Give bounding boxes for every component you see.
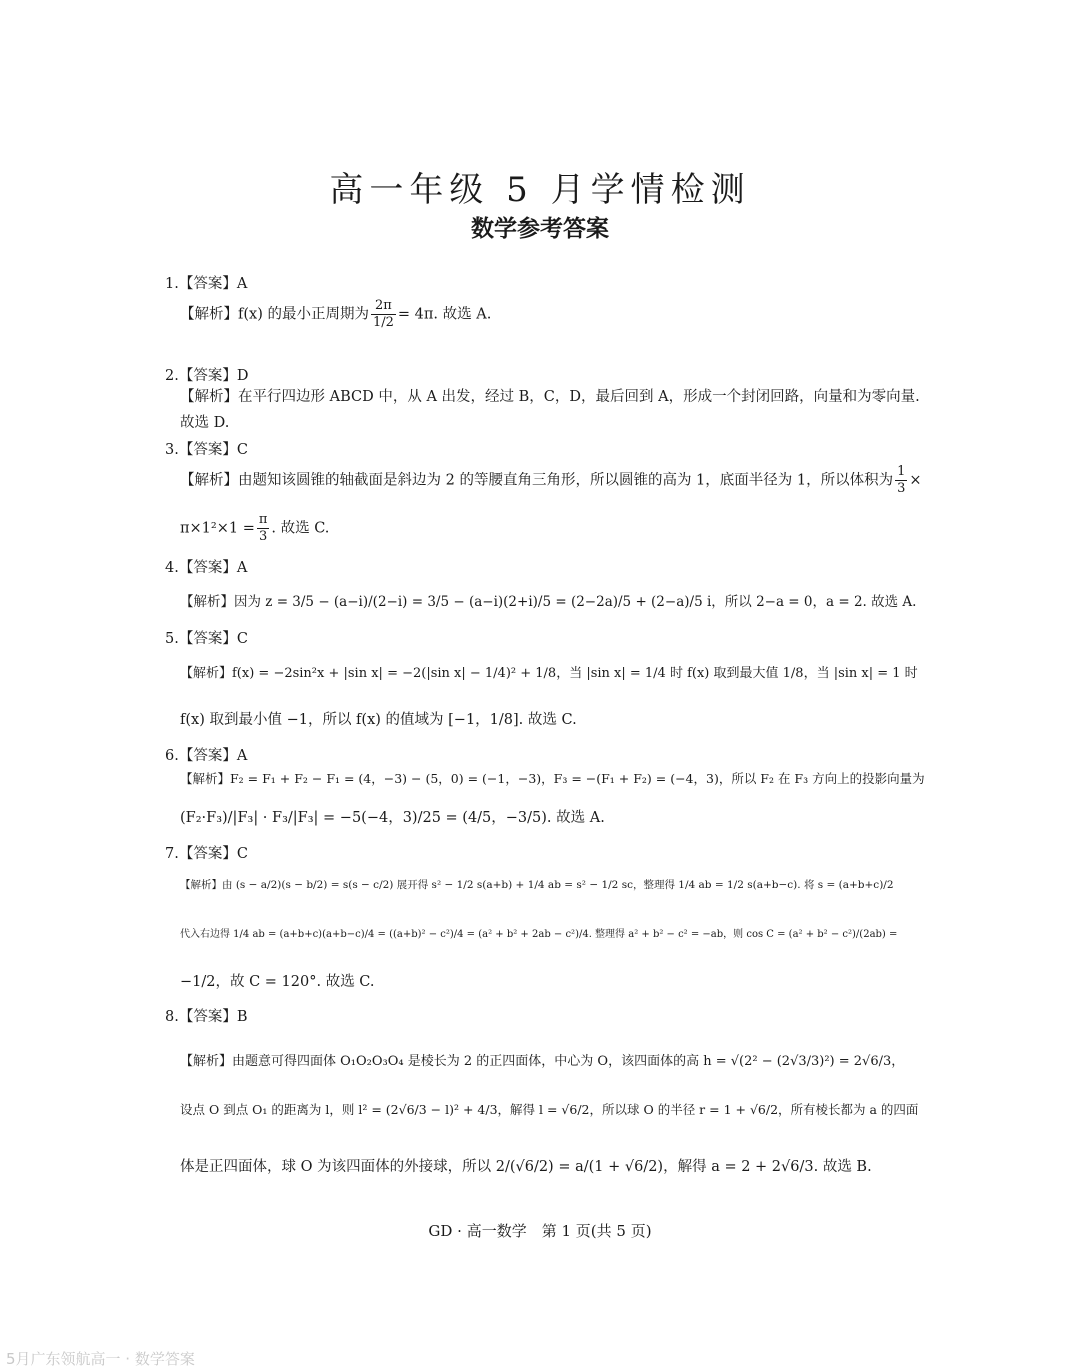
q7-answer: 7.【答案】C bbox=[165, 846, 248, 862]
q7-explanation-line3: −1/2，故 C = 120°. 故选 C. bbox=[180, 974, 375, 990]
q2-answer: 2.【答案】D bbox=[165, 368, 249, 384]
q7-explanation-line1: 【解析】由 (s − a/2)(s − b/2) = s(s − c/2) 展开得 s² − 1/2 s(a+b) + 1/4 ab = s² − 1/2 sc，整理得 1/4 ab = 1/2 s(a+b−c). 将 s = (a+b+c)/2 bbox=[180, 879, 894, 891]
q8-explanation-line2: 设点 O 到点 O₁ 的距离为 l，则 l² = (2√6/3 − l)² + 4/3，解得 l = √6/2，所以球 O 的半径 r = 1 + √6/2，所有棱长都为 a 的四面 bbox=[180, 1102, 919, 1117]
q3-answer: 3.【答案】C bbox=[165, 442, 248, 458]
q7-explanation-line2: 代入右边得 1/4 ab = (a+b+c)(a+b−c)/4 = ((a+b)² − c²)/4 = (a² + b² + 2ab − c²)/4. 整理得 a² + b² − c² = −ab，则 cos C = (a² + b² − c²)/(2ab) = bbox=[180, 929, 898, 940]
q3-fraction-2: $\frac{\pi}{3}$ bbox=[258, 512, 268, 544]
q1-answer: 1.【答案】A bbox=[165, 276, 248, 292]
q5-explanation-line2: f(x) 取到最小值 −1，所以 f(x) 的值域为 [−1，1/8]. 故选 C. bbox=[180, 712, 577, 728]
q4-answer: 4.【答案】A bbox=[165, 560, 248, 576]
q3-exp-pre: 【解析】由题知该圆锥的轴截面是斜边为 2 的等腰直角三角形，所以圆锥的高为 1，底面半径为 1，所以体积为 bbox=[180, 472, 894, 489]
q3-line2-pre: π×1²×1 = bbox=[180, 520, 255, 537]
q4-explanation: 【解析】因为 z = 3/5 − (a−i)/(2−i) = 3/5 − (a−i)(2+i)/5 = (2−2a)/5 + (2−a)/5 i，所以 2−a = 0，a = 2. 故选 A. bbox=[180, 594, 917, 610]
q3-line2-post: . 故选 C. bbox=[271, 520, 330, 537]
page-footer: GD · 高一数学 第 1 页(共 5 页) bbox=[428, 1222, 652, 1240]
q3-fraction-1: $\frac{1}{3}$ bbox=[897, 464, 906, 496]
q1-explanation bbox=[180, 298, 920, 331]
q1-fraction: $\frac{2\pi}{1/2}$ bbox=[372, 298, 394, 330]
q3-exp-mid: × bbox=[909, 472, 922, 489]
q8-explanation-line3: 体是正四面体，球 O 为该四面体的外接球，所以 2/(√6/2) = a/(1 + √6/2)，解得 a = 2 + 2√6/3. 故选 B. bbox=[180, 1159, 872, 1175]
q8-explanation-line1: 【解析】由题意可得四面体 O₁O₂O₃O₄ 是棱长为 2 的正四面体，中心为 O，该四面体的高 h = √(2² − (2√3/3)²) = 2√6/3， bbox=[180, 1054, 905, 1069]
q6-answer: 6.【答案】A bbox=[165, 748, 248, 764]
q3-explanation bbox=[180, 464, 920, 497]
q5-explanation-line1: 【解析】f(x) = −2sin²x + |sin x| = −2(|sin x| − 1/4)² + 1/8，当 |sin x| = 1/4 时 f(x) 取到最大值 1/8，当 |sin x| = 1 时 bbox=[180, 666, 918, 681]
page-subtitle: 数学参考答案 bbox=[471, 216, 609, 242]
q8-answer: 8.【答案】B bbox=[165, 1009, 248, 1025]
q1-exp-post: = 4π. 故选 A. bbox=[397, 306, 492, 323]
q5-answer: 5.【答案】C bbox=[165, 631, 248, 647]
page-title: 高一年级 5 月学情检测 bbox=[329, 170, 751, 210]
watermark: 5月广东领航高一 · 数学答案 bbox=[6, 1350, 195, 1368]
q6-explanation-line2: (F₂·F₃)/|F₃| · F₃/|F₃| = −5(−4，3)/25 = (4/5，−3/5). 故选 A. bbox=[180, 810, 605, 826]
q3-explanation-line2 bbox=[180, 512, 920, 545]
q1-exp-pre: 【解析】f(x) 的最小正周期为 bbox=[180, 306, 369, 323]
q2-explanation: 【解析】在平行四边形 ABCD 中，从 A 出发，经过 B，C，D，最后回到 A，形成一个封闭回路，向量和为零向量. 故选 D. bbox=[180, 389, 920, 431]
q6-explanation-line1: 【解析】F₂ = F₁ + F₂ − F₁ = (4，−3) − (5，0) = (−1，−3)，F₃ = −(F₁ + F₂) = (−4，3)，所以 F₂ 在 F₃ 方向上的投影向量为 bbox=[180, 771, 925, 786]
